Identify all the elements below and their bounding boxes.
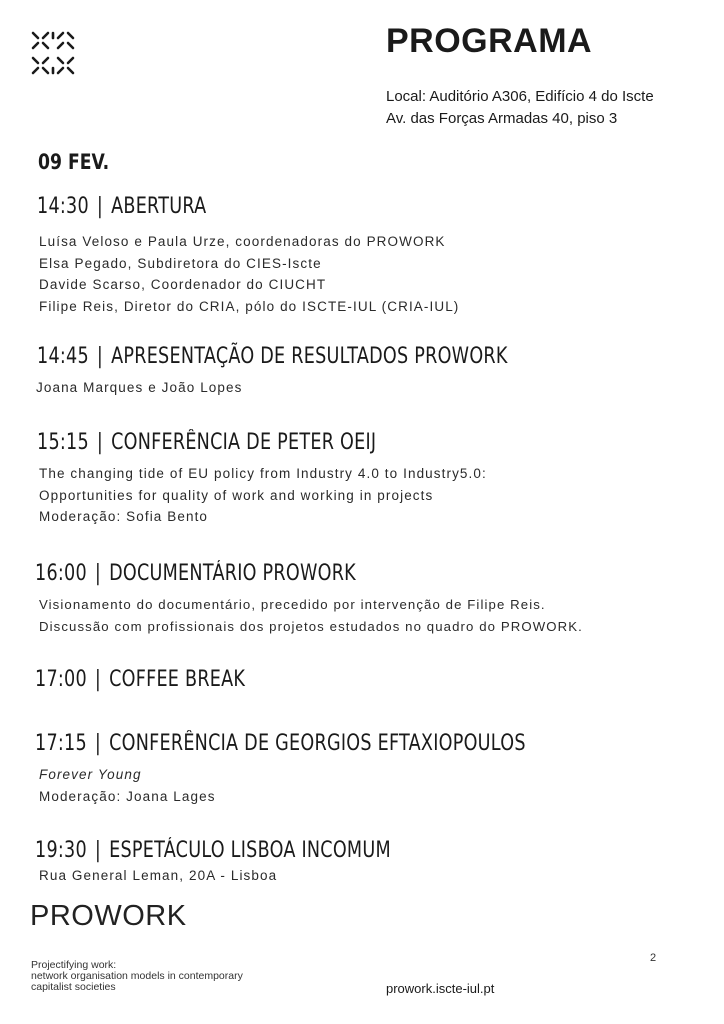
schedule-time: 17:15	[35, 731, 87, 756]
schedule-details	[39, 594, 583, 637]
venue-line: Local: Auditório A306, Edifício 4 do Iscte	[386, 88, 654, 105]
schedule-time: 15:15	[37, 430, 89, 455]
detail-line: Moderação: Joana Lages	[39, 788, 216, 804]
schedule-title: CONFERÊNCIA DE GEORGIOS EFTAXIOPOULOS	[109, 731, 526, 756]
page-title: PROGRAMA	[386, 22, 593, 60]
page-number: 2	[650, 952, 657, 964]
schedule-heading	[35, 667, 245, 692]
schedule-title: ABERTURA	[111, 194, 207, 219]
schedule-title: COFFEE BREAK	[109, 667, 246, 692]
detail-line: Filipe Reis, Diretor do CRIA, pólo do ISCTE-IUL (CRIA-IUL)	[39, 298, 460, 314]
detail-line: Moderação: Sofia Bento	[39, 509, 209, 524]
tagline-line: capitalist societies	[31, 981, 116, 993]
schedule-title: DOCUMENTÁRIO PROWORK	[109, 561, 356, 586]
website-url[interactable]: prowork.iscte-iul.pt	[386, 981, 495, 996]
schedule-title: APRESENTAÇÃO DE RESULTADOS PROWORK	[111, 344, 508, 369]
separator: |	[94, 731, 102, 756]
separator: |	[96, 344, 104, 369]
detail-line: Forever Young	[39, 767, 142, 782]
schedule-time: 19:30	[35, 838, 87, 863]
schedule-details	[39, 764, 216, 807]
detail-line: Davide Scarso, Coordenador do CIUCHT	[39, 277, 327, 292]
detail-line: Opportunities for quality of work and working in projects	[39, 487, 434, 503]
schedule-title: ESPETÁCULO LISBOA INCOMUM	[109, 838, 391, 863]
separator: |	[94, 561, 102, 586]
schedule-details	[36, 377, 242, 399]
separator: |	[96, 194, 104, 219]
schedule-details	[39, 231, 459, 317]
venue-info	[386, 86, 654, 130]
schedule-details	[39, 463, 487, 528]
brand-wordmark: PROWORK	[30, 900, 187, 932]
separator: |	[94, 838, 102, 863]
schedule-heading	[37, 344, 508, 369]
detail-line: Visionamento do documentário, precedido por intervenção de Filipe Reis.	[39, 597, 546, 612]
schedule-heading	[35, 731, 526, 756]
detail-line: Discussão com profissionais dos projetos estudados no quadro do PROWORK.	[39, 618, 583, 634]
tagline-line: Projectifying work:	[31, 959, 117, 971]
schedule-heading	[37, 194, 206, 219]
schedule-title: CONFERÊNCIA DE PETER OEIJ	[111, 430, 377, 455]
schedule-time: 14:30	[37, 194, 89, 219]
detail-line: Rua General Leman, 20A - Lisboa	[39, 868, 278, 883]
schedule-heading	[37, 430, 376, 455]
detail-line: Luísa Veloso e Paula Urze, coordenadoras do PROWORK	[39, 234, 446, 249]
tagline-line: network organisation models in contemporary	[31, 970, 243, 982]
schedule-time: 17:00	[35, 667, 87, 692]
schedule-time: 14:45	[37, 344, 89, 369]
detail-line: Joana Marques e João Lopes	[36, 380, 243, 395]
separator: |	[96, 430, 104, 455]
schedule-details	[39, 865, 277, 887]
schedule-heading	[35, 838, 391, 863]
schedule-time: 16:00	[35, 561, 87, 586]
detail-line: Elsa Pegado, Subdiretora do CIES-Iscte	[39, 255, 322, 271]
brand-tagline	[31, 960, 243, 993]
venue-line: Av. das Forças Armadas 40, piso 3	[386, 110, 618, 127]
prowork-logo-icon	[31, 31, 75, 75]
schedule-heading	[35, 561, 356, 586]
detail-line: The changing tide of EU policy from Industry 4.0 to Industry5.0:	[39, 466, 487, 481]
event-date: 09 FEV.	[38, 150, 110, 174]
separator: |	[94, 667, 102, 692]
